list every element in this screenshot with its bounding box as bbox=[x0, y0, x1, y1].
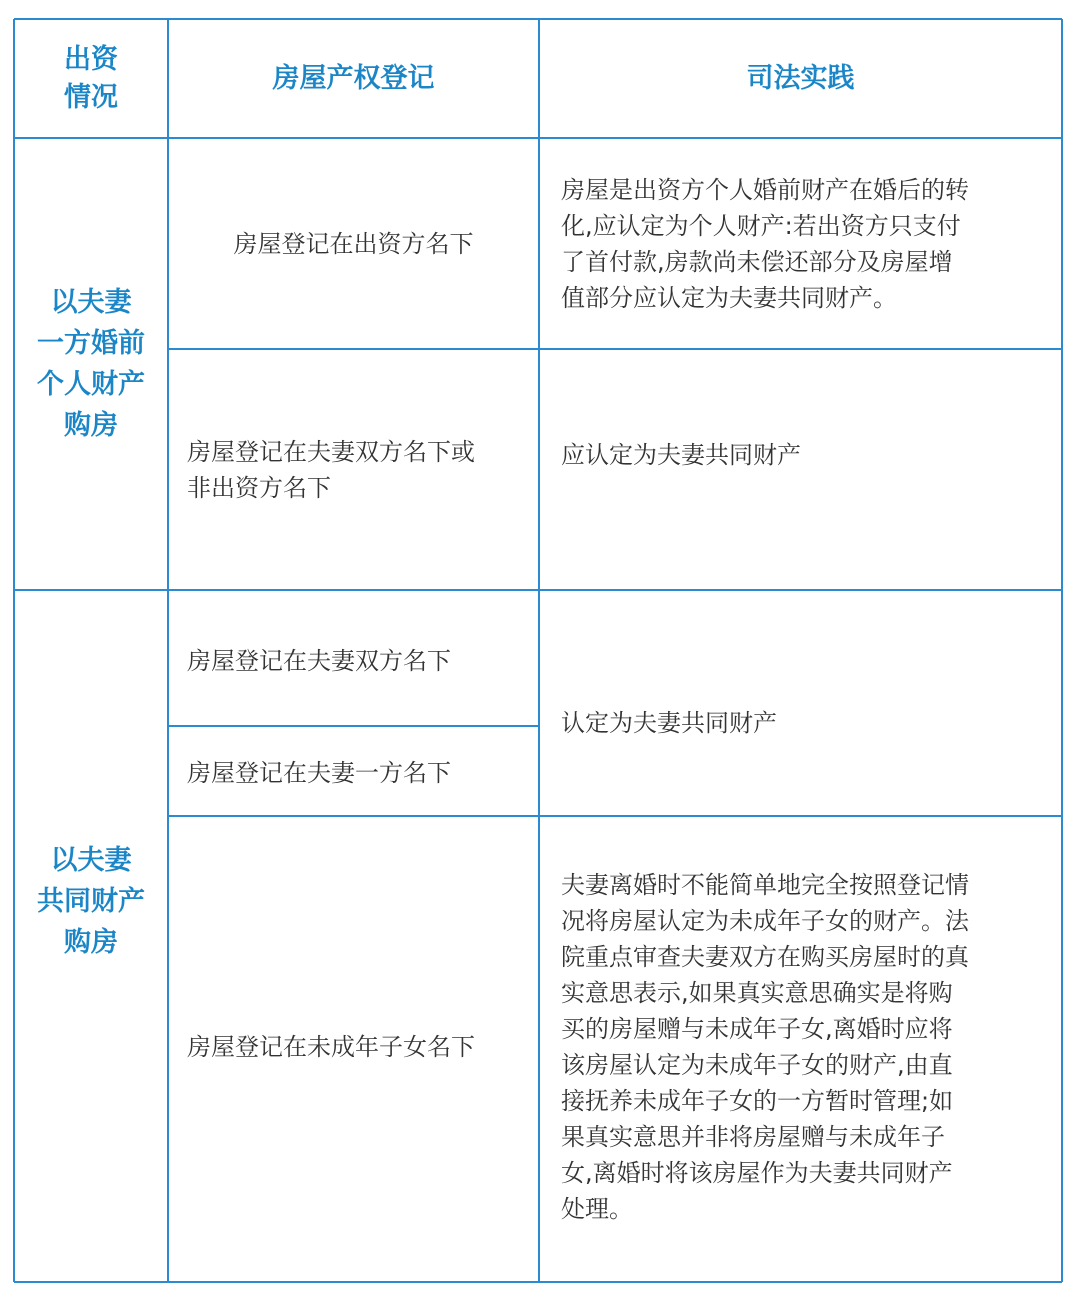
practice-line: 夫妻离婚时不能简单地完全按照登记情 bbox=[561, 871, 969, 899]
practice-line: 实意思表示,如果真实意思确实是将购 bbox=[561, 979, 953, 1007]
practice-line: 房屋是出资方个人婚前财产在婚后的转 bbox=[561, 175, 969, 204]
category-1-line-2: 一方婚前 bbox=[37, 328, 145, 359]
practice-line: 该房屋认定为未成年子女的财产,由直 bbox=[561, 1051, 953, 1079]
practice-cell bbox=[539, 138, 1062, 349]
practice-line: 果真实意思并非将房屋赠与未成年子 bbox=[561, 1123, 945, 1151]
header-practice bbox=[539, 19, 1062, 138]
registration-cell bbox=[168, 726, 539, 816]
header-practice-label: 司法实践 bbox=[746, 62, 855, 94]
practice-cell bbox=[539, 816, 1062, 1282]
category-1-line-3: 个人财产 bbox=[37, 369, 145, 400]
practice-line: 了首付款,房款尚未偿还部分及房屋增 bbox=[561, 247, 953, 276]
practice-line: 接抚养未成年子女的一方暂时管理;如 bbox=[561, 1087, 954, 1115]
practice-line: 买的房屋赠与未成年子女,离婚时应将 bbox=[561, 1015, 953, 1043]
practice-line: 况将房屋认定为未成年子女的财产。法 bbox=[561, 907, 969, 935]
registration-cell bbox=[168, 349, 539, 590]
registration-line: 非出资方名下 bbox=[187, 473, 331, 502]
category-2-line-3: 购房 bbox=[64, 926, 118, 958]
category-premarital-property bbox=[14, 138, 168, 590]
registration-line: 房屋登记在夫妻一方名下 bbox=[187, 759, 451, 787]
header-funding bbox=[14, 19, 168, 138]
category-joint-property bbox=[14, 590, 168, 1282]
practice-cell bbox=[539, 349, 1062, 590]
header-funding-line-1: 出资 bbox=[64, 43, 118, 75]
header-registration-label: 房屋产权登记 bbox=[272, 62, 435, 94]
practice-line: 化,应认定为个人财产:若出资方只支付 bbox=[561, 211, 961, 240]
practice-cell bbox=[539, 590, 1062, 816]
practice-line: 值部分应认定为夫妻共同财产。 bbox=[561, 283, 897, 312]
header-funding-line-2: 情况 bbox=[64, 81, 118, 113]
registration-cell bbox=[168, 590, 539, 726]
category-1-line-4: 购房 bbox=[64, 410, 118, 441]
practice-line: 认定为夫妻共同财产 bbox=[561, 709, 777, 737]
registration-cell bbox=[168, 138, 539, 349]
registration-line: 房屋登记在夫妻双方名下 bbox=[187, 647, 451, 675]
category-2-line-2: 共同财产 bbox=[37, 885, 145, 917]
registration-line: 房屋登记在未成年子女名下 bbox=[187, 1033, 475, 1061]
category-1-line-1: 以夫妻 bbox=[50, 287, 132, 318]
registration-line: 房屋登记在出资方名下 bbox=[233, 229, 474, 258]
category-2-line-1: 以夫妻 bbox=[50, 844, 132, 876]
practice-line: 处理。 bbox=[561, 1195, 633, 1223]
practice-line: 应认定为夫妻共同财产 bbox=[561, 440, 801, 469]
registration-line: 房屋登记在夫妻双方名下或 bbox=[187, 437, 475, 466]
practice-line: 院重点审查夫妻双方在购买房屋时的真 bbox=[561, 943, 969, 971]
registration-cell bbox=[168, 816, 539, 1282]
practice-line: 女,离婚时将该房屋作为夫妻共同财产 bbox=[561, 1159, 953, 1187]
header-registration bbox=[168, 19, 539, 138]
